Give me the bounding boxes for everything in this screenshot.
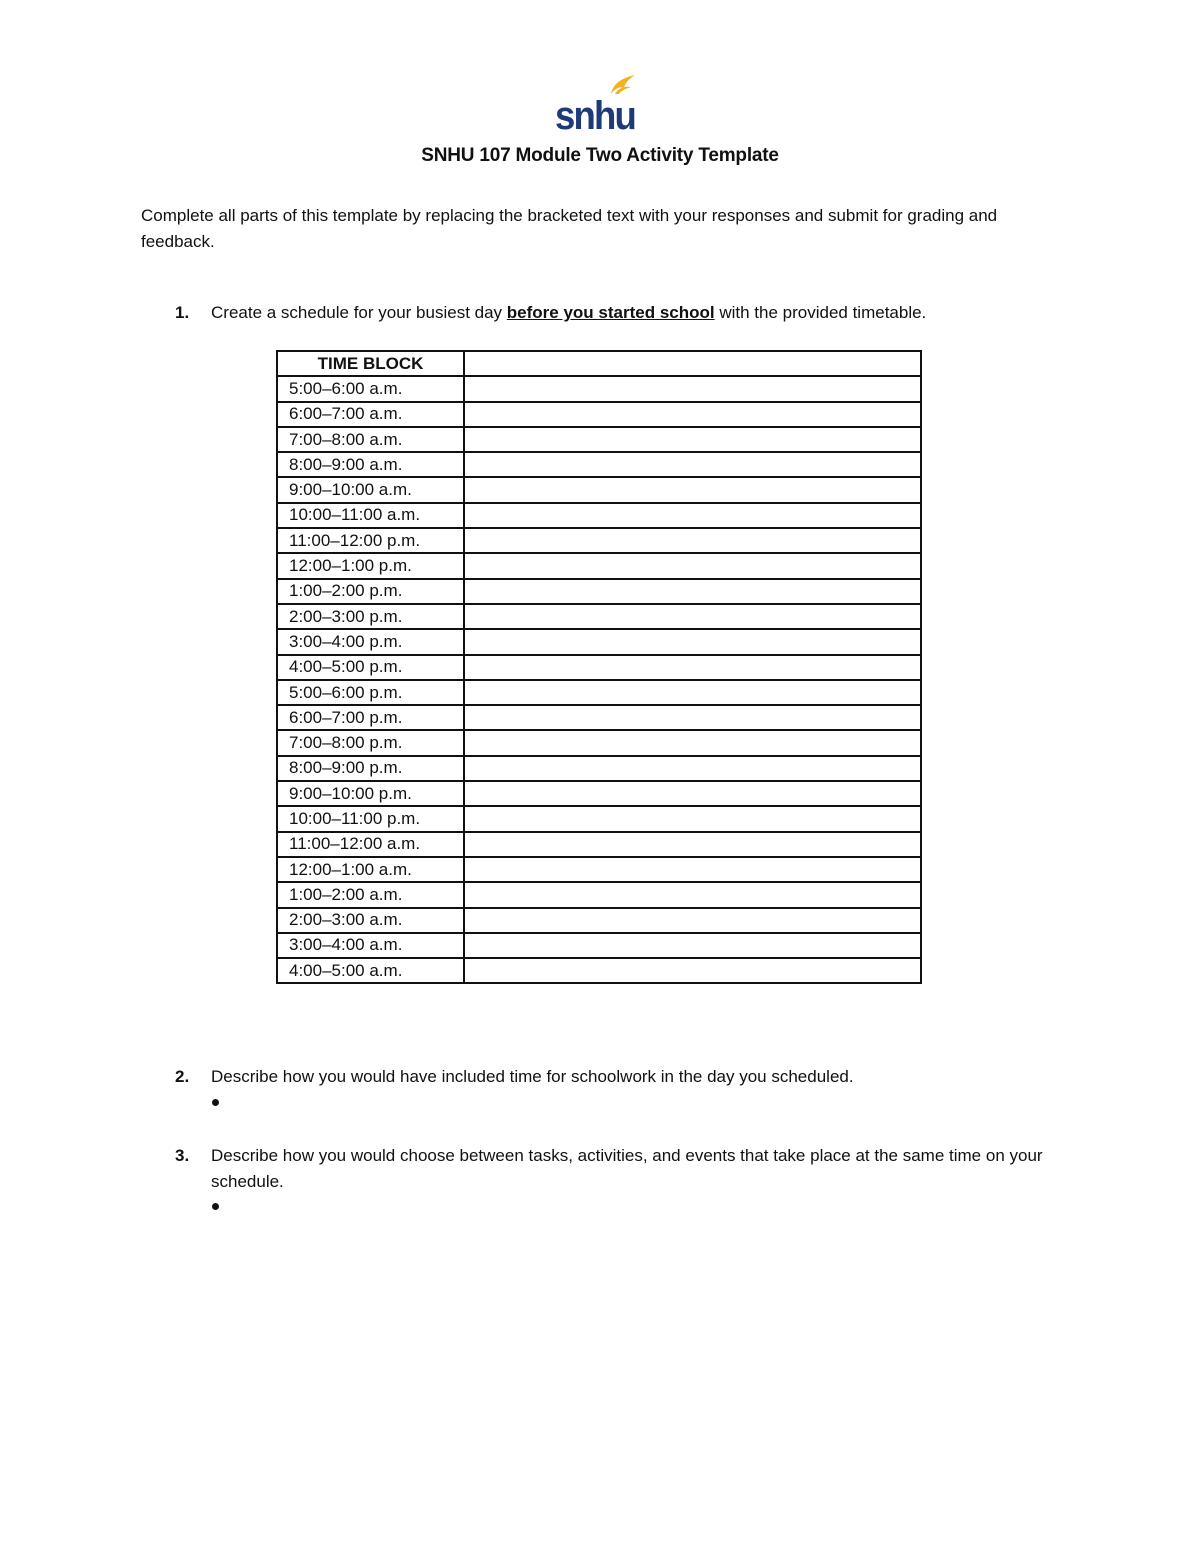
activity-cell[interactable] <box>464 832 921 857</box>
activity-cell[interactable] <box>464 781 921 806</box>
table-row <box>277 857 921 882</box>
question-text: Describe how you would have included time for schoolwork in the day you scheduled. <box>211 1067 854 1086</box>
table-row <box>277 376 921 401</box>
table-row <box>277 705 921 730</box>
time-block-cell: 2:00–3:00 p.m. <box>277 604 464 629</box>
table-row <box>277 452 921 477</box>
table-row <box>277 730 921 755</box>
activity-cell[interactable] <box>464 680 921 705</box>
time-block-cell: 6:00–7:00 p.m. <box>277 705 464 730</box>
table-row <box>277 402 921 427</box>
page-title: SNHU 107 Module Two Activity Template <box>421 145 779 166</box>
table-row <box>277 806 921 831</box>
table-row <box>277 882 921 907</box>
activity-cell[interactable] <box>464 427 921 452</box>
question-text: Describe how you would choose between tasks, activities, and events that take place at the same time on your schedule. <box>211 1146 1043 1191</box>
question-1 <box>141 300 1061 326</box>
activity-cell[interactable] <box>464 958 921 983</box>
time-block-cell: 1:00–2:00 a.m. <box>277 882 464 907</box>
activity-cell[interactable] <box>464 882 921 907</box>
activity-cell[interactable] <box>464 604 921 629</box>
activity-cell[interactable] <box>464 655 921 680</box>
table-row <box>277 655 921 680</box>
instructions-text: Complete all parts of this template by replacing the bracketed text with your responses and submit for grading and feedback. <box>141 206 998 251</box>
time-block-cell: 3:00–4:00 a.m. <box>277 933 464 958</box>
activity-cell[interactable] <box>464 857 921 882</box>
time-block-cell: 6:00–7:00 a.m. <box>277 402 464 427</box>
time-block-cell: 1:00–2:00 p.m. <box>277 579 464 604</box>
time-block-cell: 11:00–12:00 a.m. <box>277 832 464 857</box>
time-block-cell: 8:00–9:00 p.m. <box>277 756 464 781</box>
table-row <box>277 553 921 578</box>
activity-cell[interactable] <box>464 477 921 502</box>
question-number: 2. <box>175 1067 190 1086</box>
time-block-cell: 7:00–8:00 p.m. <box>277 730 464 755</box>
question-2 <box>141 1064 1061 1090</box>
activity-cell[interactable] <box>464 933 921 958</box>
time-block-cell: 9:00–10:00 a.m. <box>277 477 464 502</box>
time-block-header: TIME BLOCK <box>277 351 464 376</box>
question-3 <box>141 1143 1061 1195</box>
table-row <box>277 503 921 528</box>
table-row <box>277 933 921 958</box>
time-block-cell: 11:00–12:00 p.m. <box>277 528 464 553</box>
table-row <box>277 528 921 553</box>
time-block-cell: 12:00–1:00 p.m. <box>277 553 464 578</box>
flame-leaf-icon <box>555 72 639 132</box>
time-block-cell: 5:00–6:00 p.m. <box>277 680 464 705</box>
time-block-cell: 5:00–6:00 a.m. <box>277 376 464 401</box>
table-row <box>277 604 921 629</box>
emphasis-text: before you started school <box>506 303 715 322</box>
activity-cell[interactable] <box>464 705 921 730</box>
time-block-cell: 7:00–8:00 a.m. <box>277 427 464 452</box>
activity-cell[interactable] <box>464 503 921 528</box>
question-number: 1. <box>175 303 190 322</box>
question-number: 3. <box>175 1146 190 1165</box>
activity-cell[interactable] <box>464 730 921 755</box>
table-row <box>277 427 921 452</box>
snhu-logo <box>555 72 639 132</box>
time-block-cell: 10:00–11:00 p.m. <box>277 806 464 831</box>
time-block-cell: 4:00–5:00 a.m. <box>277 958 464 983</box>
activity-cell[interactable] <box>464 806 921 831</box>
activity-cell[interactable] <box>464 376 921 401</box>
table-row <box>277 832 921 857</box>
table-row <box>277 477 921 502</box>
activity-cell[interactable] <box>464 402 921 427</box>
table-row <box>277 958 921 983</box>
time-block-cell: 3:00–4:00 p.m. <box>277 629 464 654</box>
time-block-cell: 9:00–10:00 p.m. <box>277 781 464 806</box>
table-header-row <box>277 351 921 376</box>
table-row <box>277 781 921 806</box>
table-row <box>277 908 921 933</box>
activity-cell[interactable] <box>464 756 921 781</box>
activity-cell[interactable] <box>464 553 921 578</box>
svg-text:snhu: snhu <box>555 94 635 132</box>
time-block-cell: 12:00–1:00 a.m. <box>277 857 464 882</box>
response-bullet <box>212 1203 219 1210</box>
time-block-cell: 8:00–9:00 a.m. <box>277 452 464 477</box>
time-block-cell: 2:00–3:00 a.m. <box>277 908 464 933</box>
activity-cell[interactable] <box>464 579 921 604</box>
time-block-cell: 4:00–5:00 p.m. <box>277 655 464 680</box>
response-bullet <box>212 1099 219 1106</box>
schedule-table <box>276 350 922 984</box>
table-row <box>277 579 921 604</box>
activity-cell[interactable] <box>464 528 921 553</box>
activity-header <box>464 351 921 376</box>
question-text: Create a schedule for your busiest day before you started school with the provided timetable. <box>211 303 927 322</box>
time-block-cell: 10:00–11:00 a.m. <box>277 503 464 528</box>
table-row <box>277 680 921 705</box>
activity-cell[interactable] <box>464 908 921 933</box>
activity-cell[interactable] <box>464 629 921 654</box>
table-row <box>277 756 921 781</box>
activity-cell[interactable] <box>464 452 921 477</box>
table-row <box>277 629 921 654</box>
